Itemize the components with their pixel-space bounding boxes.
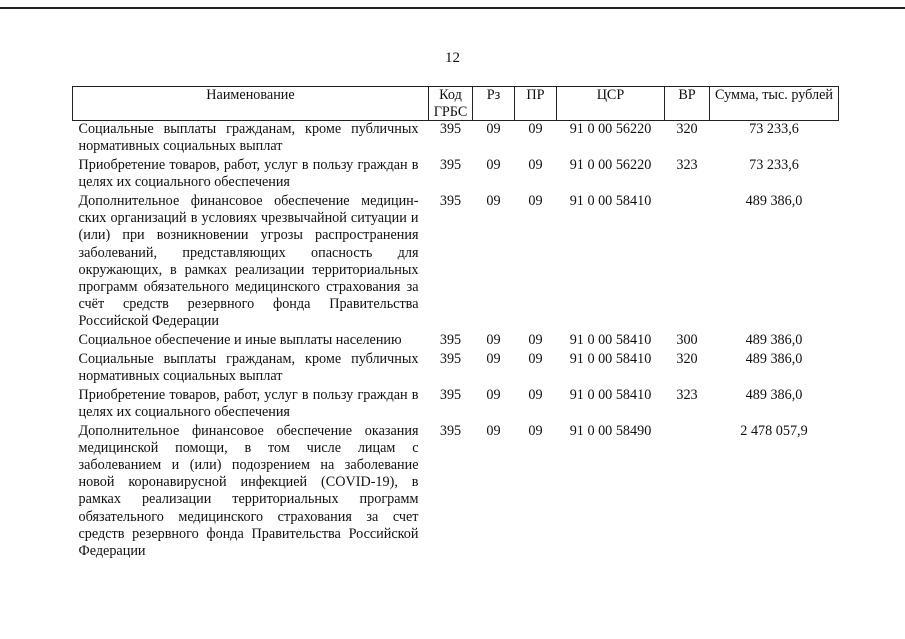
header-rz: Рз [473, 87, 515, 121]
row-code: 395 [439, 350, 462, 367]
row-name: Приобретение товаров, работ, услуг в пользу граждан в целях их социального обеспечения [78, 157, 419, 191]
row-vr [665, 423, 710, 562]
row-vr: 323 [676, 386, 698, 403]
row-pr: 09 [528, 157, 543, 174]
row-code: 395 [439, 193, 462, 209]
table-row [73, 121, 839, 157]
row-csr: 91 0 00 58410 [569, 193, 652, 209]
row-rz: 09 [486, 332, 501, 349]
row-vr: 320 [676, 350, 698, 367]
row-name: Социальные выплаты гражданам, кроме публичных нормативных социальных выплат [78, 121, 419, 155]
row-code: 395 [439, 422, 462, 439]
row-vr: 320 [676, 121, 698, 138]
row-csr: 91 0 00 58490 [569, 422, 652, 439]
row-rz: 09 [486, 386, 501, 403]
row-rz: 09 [486, 422, 501, 439]
table-row [73, 193, 839, 332]
row-csr: 91 0 00 56220 [569, 157, 652, 174]
row-name: Дополнительное финансовое обеспечение медицин-ских организаций в условиях чрезвычайной ситуации и (или) при возникновении угрозы распространения заболеваний, представляющих опасность для окружающих, в рамках реализации территориальных программ обязательного медицинского страхования за счёт средств резервного фонда Правительства Российской Федерации [78, 193, 419, 330]
table-row [73, 423, 839, 562]
row-rz: 09 [486, 350, 501, 367]
table-header-row [73, 87, 839, 121]
row-pr: 09 [528, 332, 543, 349]
row-sum: 489 386,0 [745, 193, 803, 209]
budget-table [72, 86, 839, 562]
page-number: 12 [445, 50, 460, 66]
row-sum: 73 233,6 [749, 157, 799, 174]
row-sum: 489 386,0 [745, 332, 803, 349]
table-row [73, 351, 839, 387]
row-pr: 09 [528, 386, 543, 403]
row-vr: 323 [676, 157, 698, 174]
row-pr: 09 [528, 350, 543, 367]
header-name: Наименование [73, 87, 429, 121]
row-vr: 300 [676, 332, 698, 349]
top-border-line [0, 7, 905, 9]
row-name: Дополнительное финансовое обеспечение оказания медицинской помощи, в том числе лицам с заболеванием и (или) подозрением на заболевание новой коронавирусной инфекцией (COVID-19), в рамках реализации территориальных программ обязательного медицинского страхования за счет средств резервного фонда Правительства Российской Федерации [78, 422, 419, 560]
row-sum: 73 233,6 [749, 121, 799, 138]
row-code: 395 [439, 157, 462, 174]
row-sum: 2 478 057,9 [740, 422, 808, 439]
header-csr: ЦСР [557, 87, 665, 121]
row-rz: 09 [486, 121, 501, 138]
row-code: 395 [439, 332, 462, 349]
row-rz: 09 [486, 193, 501, 209]
row-name: Приобретение товаров, работ, услуг в пользу граждан в целях их социального обеспечения [78, 386, 419, 420]
row-csr: 91 0 00 58410 [569, 332, 652, 349]
row-csr: 91 0 00 58410 [569, 386, 652, 403]
row-code: 395 [439, 386, 462, 403]
row-sum: 489 386,0 [745, 386, 803, 403]
row-vr [665, 193, 710, 332]
table-row [73, 332, 839, 351]
row-pr: 09 [528, 193, 543, 209]
header-code: Код ГРБС [429, 87, 473, 121]
row-pr: 09 [528, 422, 543, 439]
row-name: Социальные выплаты гражданам, кроме публичных нормативных социальных выплат [78, 350, 419, 385]
row-csr: 91 0 00 56220 [569, 121, 652, 138]
header-vr: ВР [665, 87, 710, 121]
row-code: 395 [439, 121, 462, 138]
row-csr: 91 0 00 58410 [569, 350, 652, 367]
row-sum: 489 386,0 [745, 350, 803, 367]
row-pr: 09 [528, 121, 543, 138]
row-rz: 09 [486, 157, 501, 174]
row-name: Социальное обеспечение и иные выплаты населению [78, 332, 402, 349]
header-sum: Сумма, тыс. рублей [710, 87, 839, 121]
table-row [73, 387, 839, 423]
table-row [73, 157, 839, 193]
header-pr: ПР [515, 87, 557, 121]
